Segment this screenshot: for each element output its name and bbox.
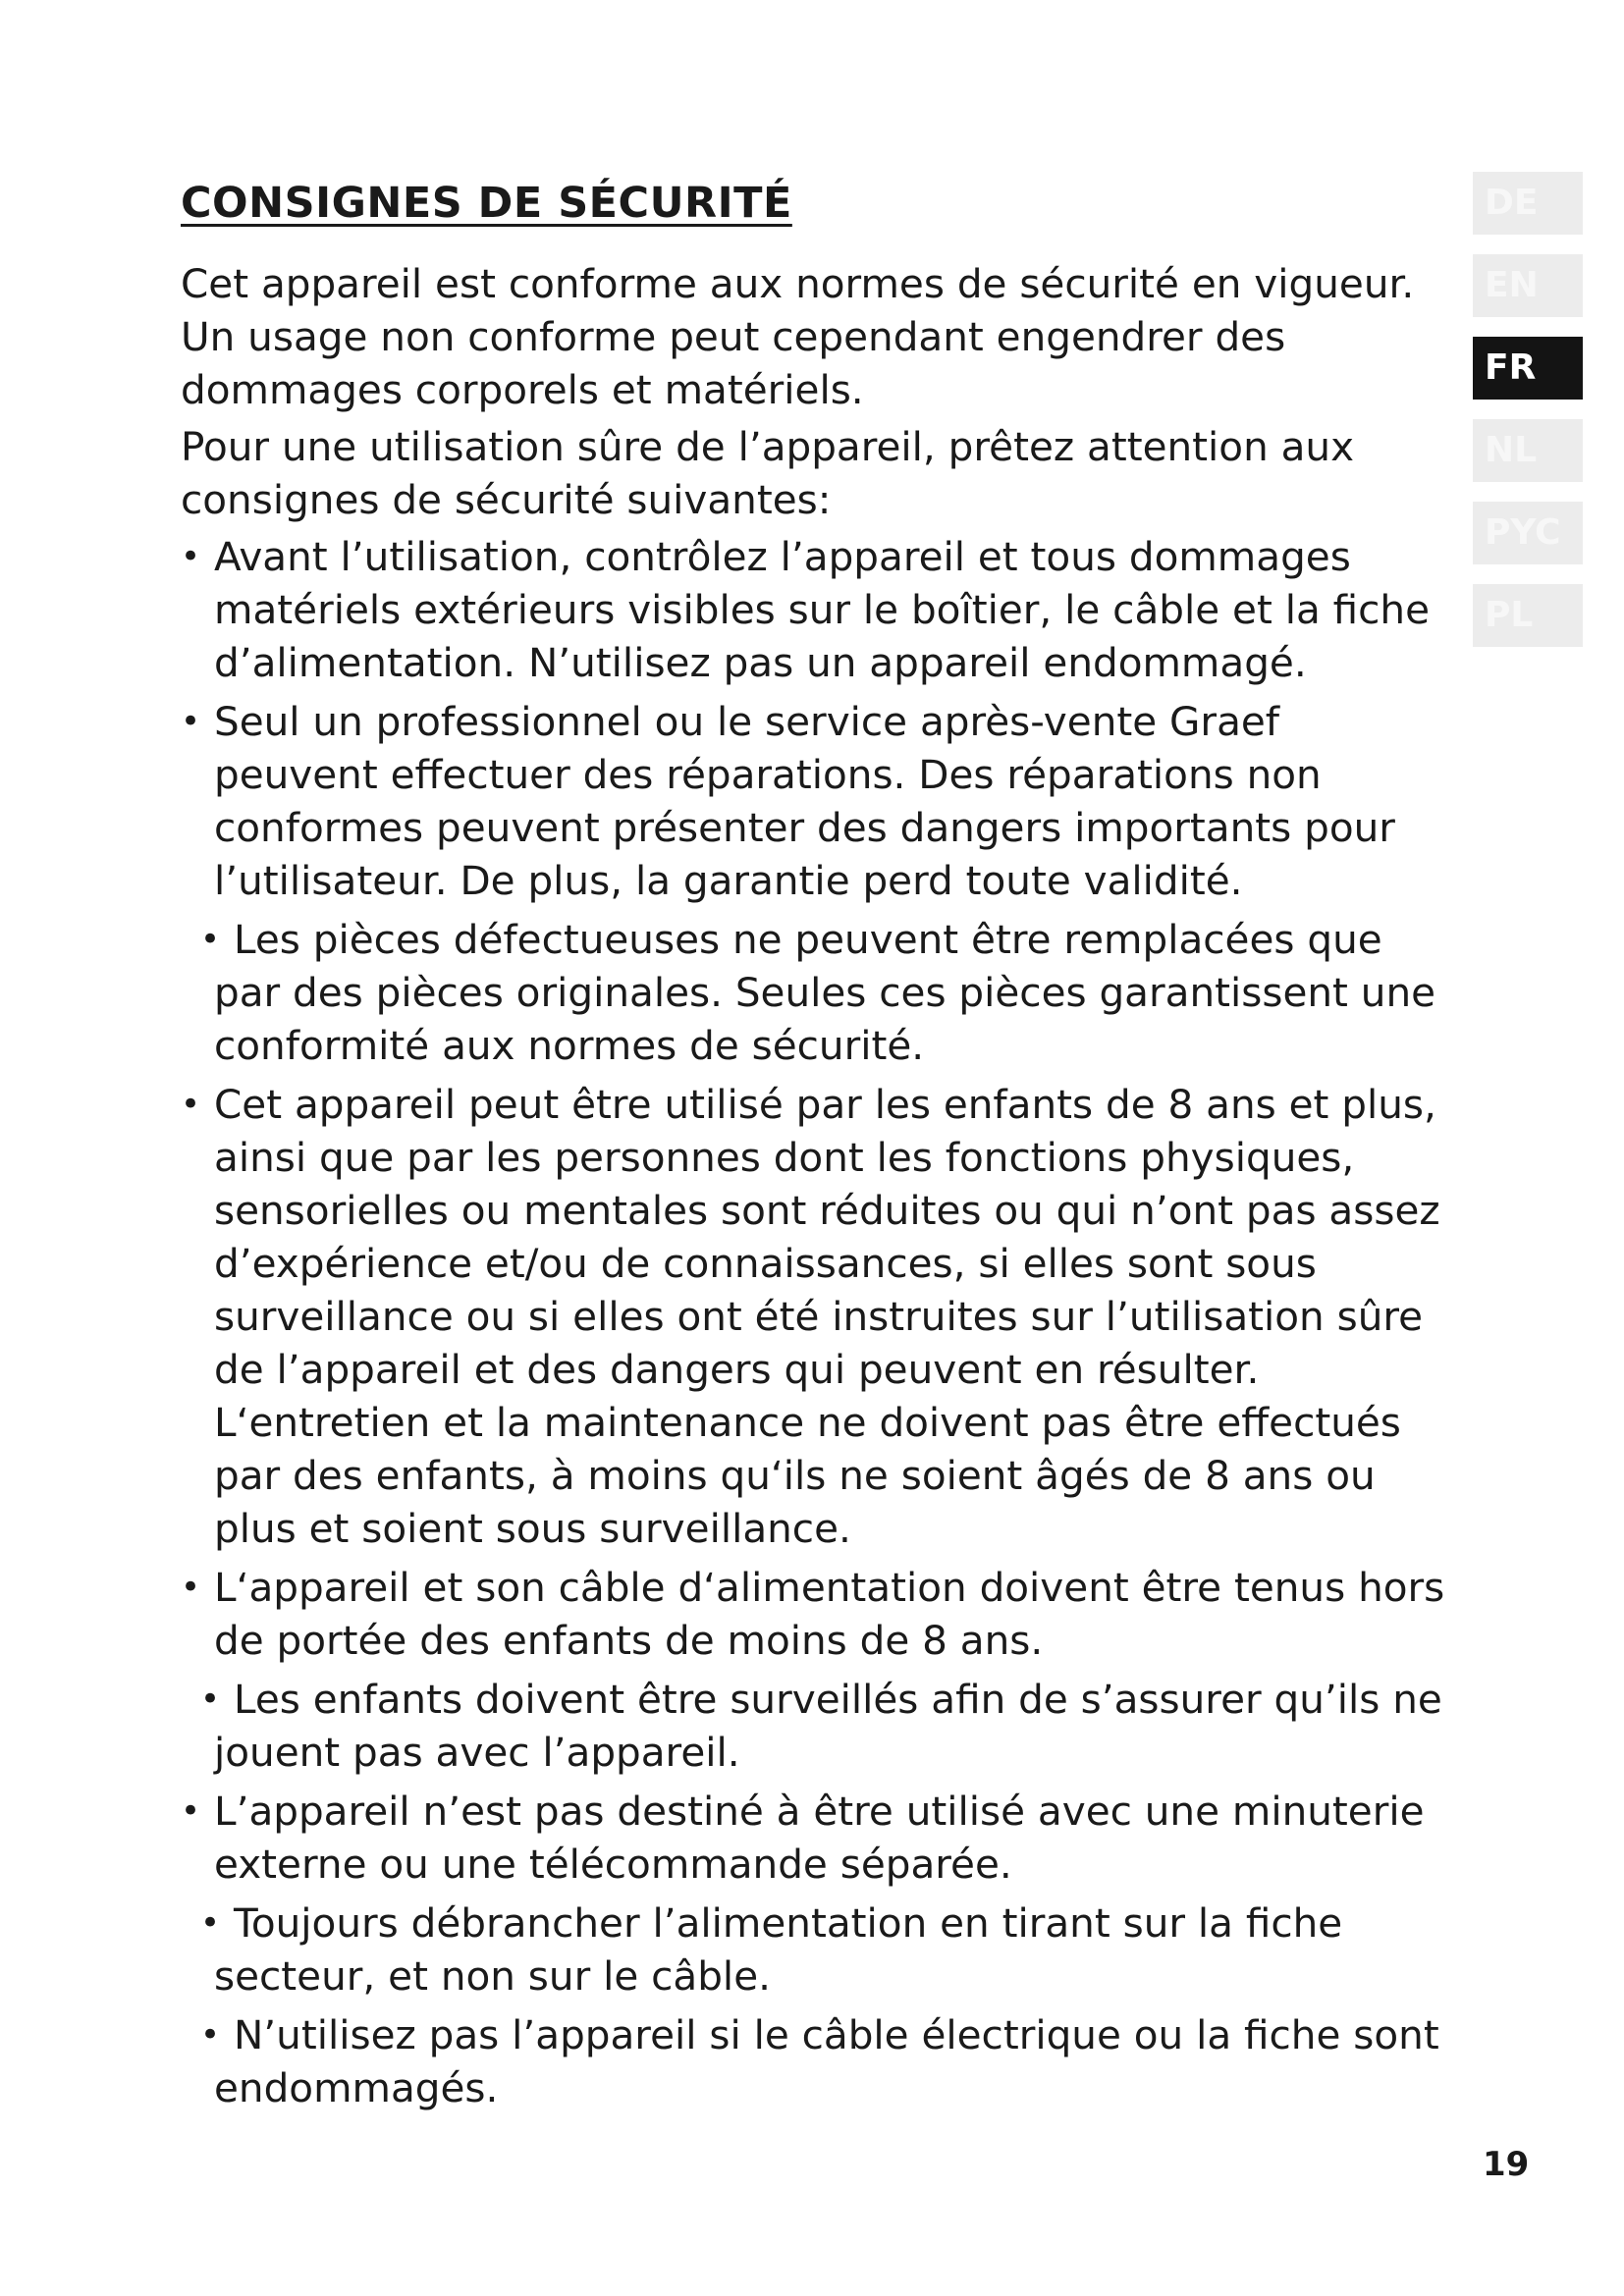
language-tab-pl: PL (1473, 584, 1583, 647)
list-item (181, 1561, 1473, 1667)
list-item (181, 1673, 1473, 1779)
list-item (181, 695, 1473, 907)
page-title: CONSIGNES DE SÉCURITÉ (181, 179, 792, 228)
language-tab-nl: NL (1473, 419, 1583, 482)
list-item (181, 1078, 1473, 1555)
list-item-text: Seul un professionnel ou le service après-vente Graef peuvent effectuer des réparations. Des réparations non conformes peuvent présenter des dangers importants pour l’utilisateur. De plus, la garantie perd toute validité. (214, 698, 1395, 904)
list-item-text: Cet appareil peut être utilisé par les enfants de 8 ans et plus, ainsi que par les personnes dont les fonctions physiques, sensorielles ou mentales sont réduites ou qui n’ont pas assez d’expérience et/ou de connaissances, si elles sont sous surveillance ou si elles ont été instruites sur l’utilisation sûre de l’appareil et des dangers qui peuvent en résulter. L‘entretien et la maintenance ne doivent pas être effectués par des enfants, à moins qu‘ils ne soient âgés de 8 ans ou plus et soient sous surveillance. (214, 1081, 1440, 1552)
page-number: 19 (1483, 2145, 1530, 2184)
list-item (181, 2008, 1473, 2114)
intro-paragraph: Cet appareil est conforme aux normes de sécurité en vigueur. Un usage non conforme peut cependant engendrer des dommages corporels et matériels. (181, 260, 1415, 413)
list-item-text: Les enfants doivent être surveillés afin de s’assurer qu’ils ne jouent pas avec l’appareil. (214, 1676, 1442, 1776)
language-tabs (1473, 172, 1583, 667)
list-item-text: Toujours débrancher l’alimentation en tirant sur la fiche secteur, et non sur le câble. (214, 1899, 1343, 2000)
list-item (181, 1896, 1473, 2002)
language-tab-en: EN (1473, 254, 1583, 317)
list-item-text: Les pièces défectueuses ne peuvent être remplacées que par des pièces originales. Seules ces pièces garantissent une conformité aux normes de sécurité. (214, 916, 1436, 1069)
language-tab-pyc: PYC (1473, 502, 1583, 564)
language-tab-de: DE (1473, 172, 1583, 235)
list-item (181, 1785, 1473, 1891)
list-item (181, 913, 1473, 1072)
list-item-text: Avant l’utilisation, contrôlez l’appareil et tous dommages matériels extérieurs visibles sur le boîtier, le câble et la fiche d’alimentation. N’utilisez pas un appareil endommagé. (214, 533, 1430, 686)
list-item (181, 530, 1473, 689)
language-tab-fr-active: FR (1473, 337, 1583, 400)
safety-instructions (181, 257, 1473, 2120)
intro-paragraph: Pour une utilisation sûre de l’appareil, prêtez attention aux consignes de sécurité suivantes: (181, 423, 1355, 523)
list-item-text: L’appareil n’est pas destiné à être utilisé avec une minuterie externe ou une télécommande séparée. (214, 1788, 1425, 1888)
list-item-text: N’utilisez pas l’appareil si le câble électrique ou la fiche sont endommagés. (214, 2011, 1439, 2111)
list-item-text: L‘appareil et son câble d‘alimentation doivent être tenus hors de portée des enfants de moins de 8 ans. (214, 1564, 1445, 1664)
